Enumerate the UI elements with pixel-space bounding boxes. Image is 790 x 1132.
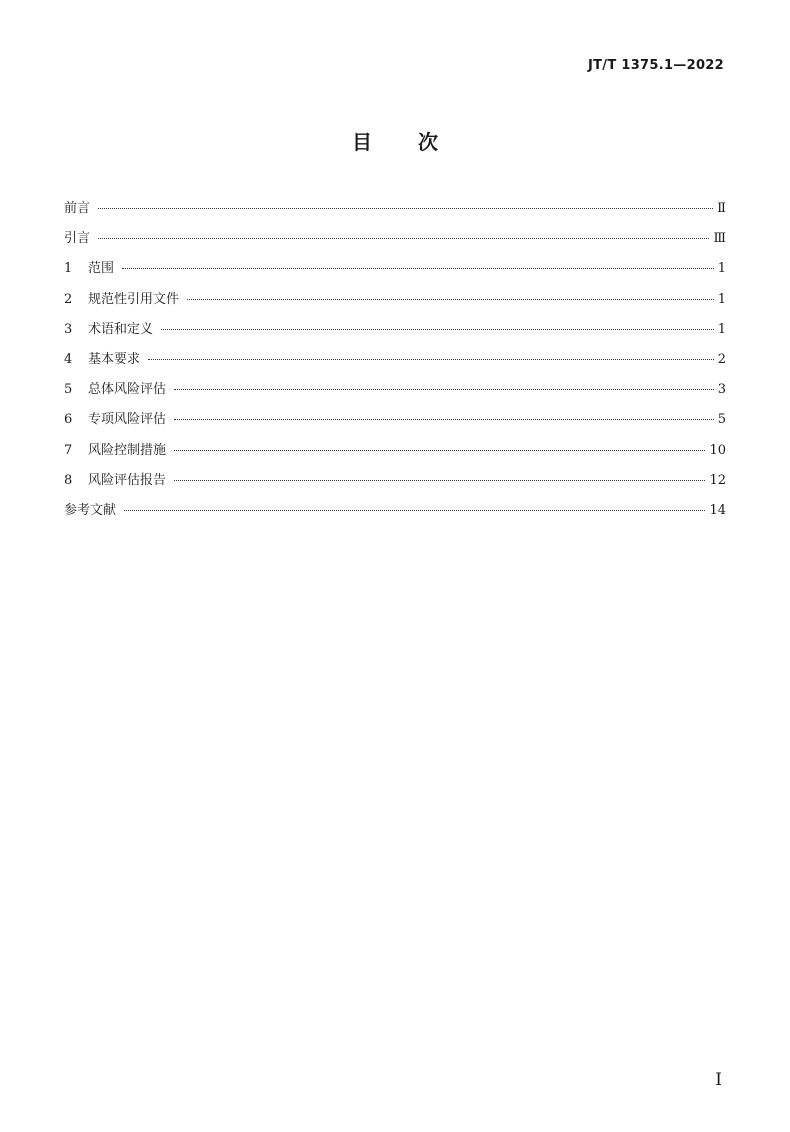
- toc-leader-dots: [174, 419, 714, 420]
- toc-entry-label: 风险控制措施: [88, 442, 167, 458]
- toc-entry[interactable]: [64, 348, 726, 378]
- toc-entry-label: 规范性引用文件: [88, 291, 180, 307]
- toc-entry-page: 1: [717, 321, 726, 337]
- toc-entry[interactable]: [64, 318, 726, 348]
- toc-leader-dots: [124, 510, 705, 511]
- toc-entry[interactable]: [64, 197, 726, 227]
- toc-entry-page: 10: [709, 442, 726, 458]
- toc-entry-number: 5: [64, 382, 73, 398]
- toc-leader-dots: [187, 299, 714, 300]
- toc-entry-page: 3: [717, 382, 726, 398]
- toc-entry-label: 范围: [88, 261, 115, 277]
- toc-entry-page: 1: [717, 291, 726, 307]
- toc-entry-label: 前言: [64, 201, 91, 216]
- toc-leader-dots: [98, 238, 709, 239]
- toc-entry-label: 风险评估报告: [88, 472, 167, 488]
- toc-leader-dots: [174, 450, 705, 451]
- toc-title: 目次: [352, 130, 484, 154]
- toc-entry[interactable]: [64, 499, 726, 529]
- toc-entry-label: 引言: [64, 231, 91, 247]
- toc-entry-label: 基本要求: [88, 351, 141, 367]
- toc-entry-page: 14: [709, 502, 726, 518]
- toc-entry-page: 12: [709, 472, 726, 488]
- toc-entry-page: Ⅱ: [717, 201, 726, 216]
- toc-leader-dots: [122, 268, 714, 269]
- toc-entry[interactable]: [64, 257, 726, 287]
- toc-entry-page: 2: [717, 351, 726, 367]
- toc-entry-page: 1: [717, 261, 726, 277]
- toc-entry[interactable]: [64, 378, 726, 408]
- toc-entry-number: 1: [64, 261, 73, 277]
- toc-entry-page: 5: [717, 412, 726, 428]
- toc-leader-dots: [98, 208, 713, 209]
- toc-entry[interactable]: [64, 469, 726, 499]
- toc-entry-label: 术语和定义: [88, 321, 154, 337]
- toc-entry-number: 6: [64, 412, 73, 428]
- toc-entry[interactable]: [64, 227, 726, 257]
- toc-entry[interactable]: [64, 439, 726, 469]
- toc-entry-label: 参考文献: [64, 502, 117, 518]
- page-number: I: [715, 1070, 722, 1090]
- toc-entry-number: 2: [64, 291, 73, 307]
- toc-leader-dots: [161, 329, 714, 330]
- toc-entry-number: 3: [64, 321, 73, 337]
- document-code: JT/T 1375.1—2022: [588, 58, 724, 73]
- table-of-contents: [64, 197, 726, 529]
- toc-entry-number: 8: [64, 472, 73, 488]
- toc-leader-dots: [174, 480, 705, 481]
- toc-entry[interactable]: [64, 408, 726, 438]
- toc-entry-number: 4: [64, 351, 73, 367]
- toc-leader-dots: [148, 359, 714, 360]
- toc-entry[interactable]: [64, 288, 726, 318]
- toc-entry-label: 专项风险评估: [88, 412, 167, 428]
- toc-entry-label: 总体风险评估: [88, 382, 167, 398]
- toc-entry-number: 7: [64, 442, 73, 458]
- toc-entry-page: Ⅲ: [713, 231, 726, 247]
- toc-leader-dots: [174, 389, 714, 390]
